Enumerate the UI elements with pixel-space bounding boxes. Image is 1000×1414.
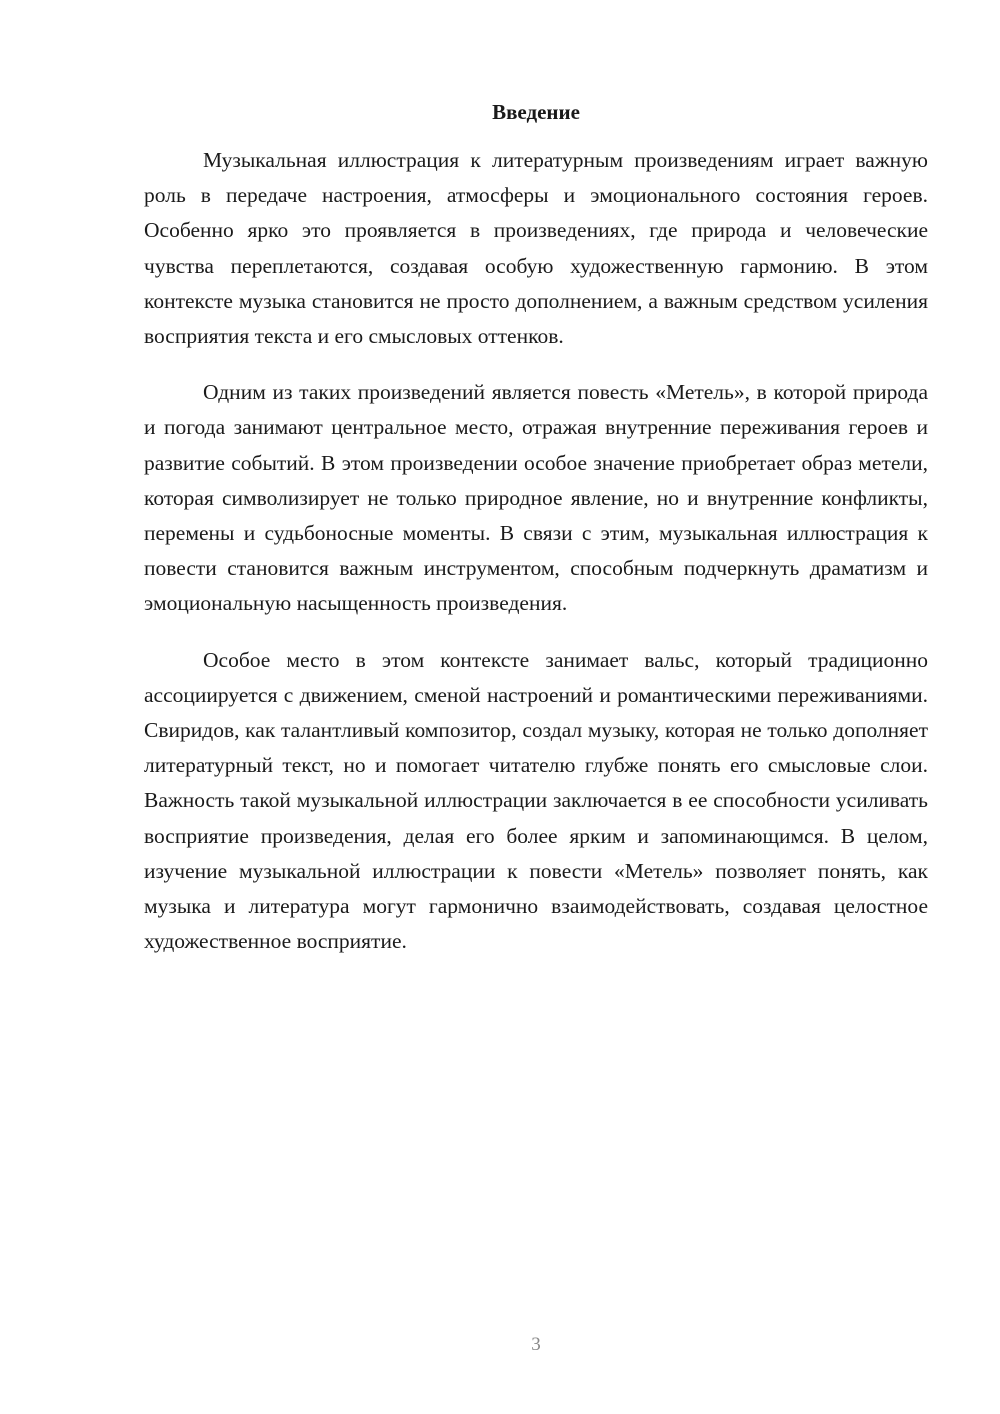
paragraph-1: Музыкальная иллюстрация к литературным произведениям играет важную роль в передаче настроения, атмосферы и эмоционального состояния героев. Особенно ярко это проявляется в произведениях, где природа и человеческие чувства переплетаются, создавая особую художественную гармонию. В этом контексте музыка становится не просто дополнением, а важным средством усиления восприятия текста и его смысловых оттенков.: [144, 148, 928, 349]
paragraph-2: Одним из таких произведений является повесть «Метель», в которой природа и погода занимают центральное место, отражая внутренние переживания героев и развитие событий. В этом произведении особое значение приобретает образ метели, которая символизирует не только природное явление, но и внутренние конфликты, перемены и судьбоносные моменты. В связи с этим, музыкальная иллюстрация к повести становится важным инструментом, способным подчеркнуть драматизм и эмоциональную насыщенность произведения.: [144, 380, 928, 616]
page-number: 3: [531, 1334, 541, 1355]
section-title: Введение: [492, 100, 580, 124]
body-text: [144, 143, 928, 959]
paragraph-3: Особое место в этом контексте занимает вальс, который традиционно ассоциируется с движением, сменой настроений и романтическими переживаниями. Свиридов, как талантливый композитор, создал музыку, которая не только дополняет литературный текст, но и помогает читателю глубже понять его смысловые слои. Важность такой музыкальной иллюстрации заключается в ее способности усиливать восприятие произведения, делая его более ярким и запоминающимся. В целом, изучение музыкальной иллюстрации к повести «Метель» позволяет понять, как музыка и литература могут гармонично взаимодействовать, создавая целостное художественное восприятие.: [144, 647, 928, 954]
